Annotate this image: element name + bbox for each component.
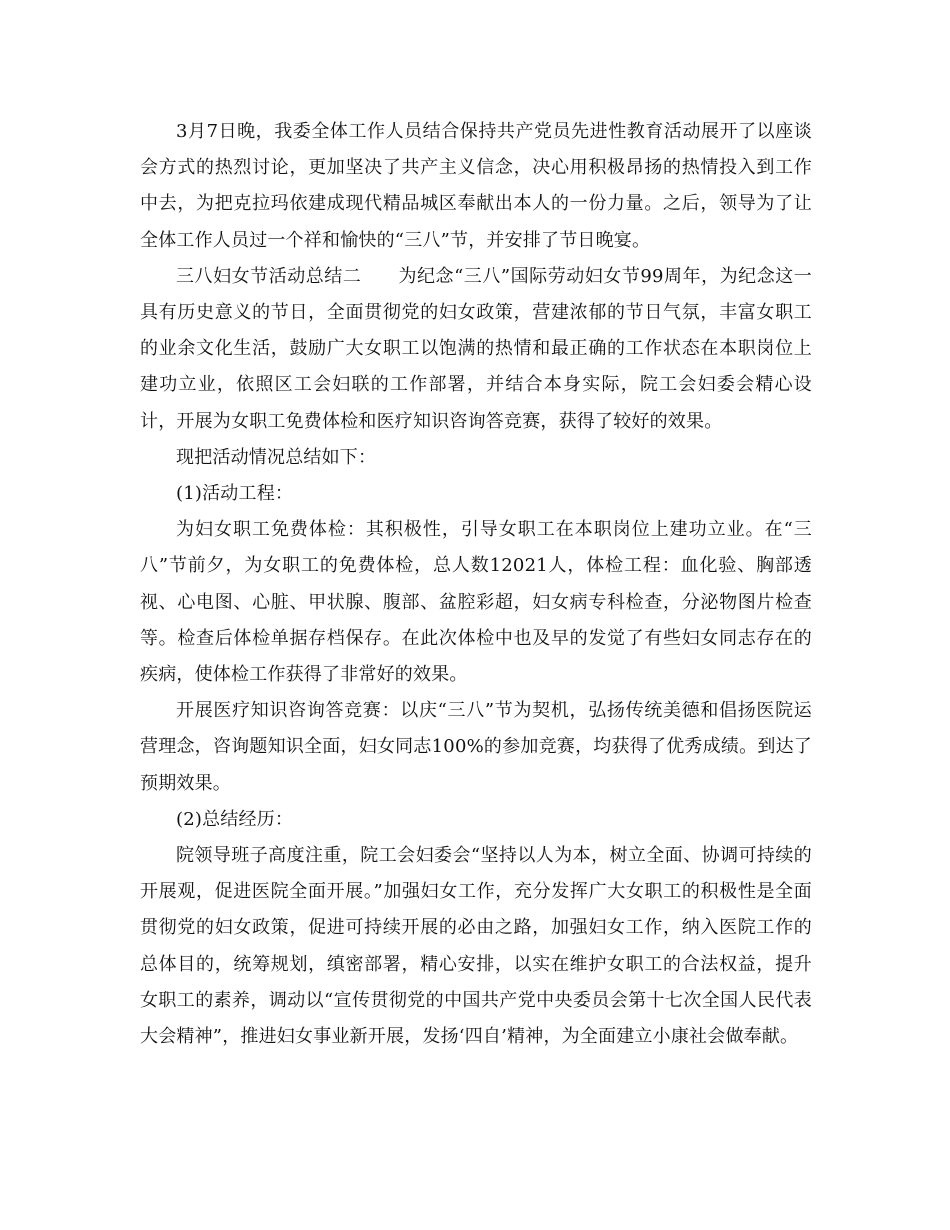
section-heading-experience: (2)总结经历： (176, 808, 294, 830)
paragraph-quiz: 开展医疗知识咨询答竞赛：以庆“三八”节为契机，弘扬传统美德和倡扬医院运营理念，咨询题知识全面，妇女同志100%的参加竞赛，均获得了优秀成绩。到达了预期效果。 (140, 700, 812, 794)
document-body (140, 114, 812, 1055)
paragraph-meeting: 3月7日晚，我委全体工作人员结合保持共产党员先进性教育活动展开了以座谈会方式的热烈讨论，更加坚决了共产主义信念，决心用积极昂扬的热情投入到工作中去，为把克拉玛依建成现代精品城区奉献出本人的一份力量。之后，领导为了让全体工作人员过一个祥和愉快的“三八”节，并安排了节日晚宴。 (140, 121, 812, 251)
paragraph-summary-two: 三八妇女节活动总结二 为纪念“三八”国际劳动妇女节99周年，为纪念这一具有历史意义的节日，全面贯彻党的妇女政策，营建浓郁的节日气氛，丰富女职工的业余文化生活，鼓励广大女职工以饱满的热情和最正确的工作状态在本职岗位上建功立业，依照区工会妇联的工作部署，并结合本身实际，院工会妇委会精心设计，开展为女职工免费体检和医疗知识咨询答竞赛，获得了较好的效果。 (140, 265, 812, 432)
paragraph-experience: 院领导班子高度注重，院工会妇委会“坚持以人为本，树立全面、协调可持续的开展观，促进医院全面开展。”加强妇女工作，充分发挥广大女职工的积极性是全面贯彻党的妇女政策，促进可持续开展的必由之路，加强妇女工作，纳入医院工作的总体目的，统筹规划，缜密部署，精心安排，以实在维护女职工的合法权益，提升女职工的素养，调动以“宣传贯彻党的中国共产党中央委员会第十七次全国人民代表大会精神”，推进妇女事业新开展，发扬‘四自’精神，为全面建立小康社会做奉献。 (140, 845, 812, 1048)
paragraph-intro: 现把活动情况总结如下： (176, 446, 377, 468)
paragraph-health-check: 为妇女职工免费体检：其积极性，引导女职工在本职岗位上建功立业。在“三八”节前夕，为女职工的免费体检，总人数12021人，体检工程：血化验、胸部透视、心电图、心脏、甲状腺、腹部、盆腔彩超，妇女病专科检查，分泌物图片检查等。检查后体检单据存档保存。在此次体检中也及早的发觉了有些妇女同志存在的疾病，使体检工作获得了非常好的效果。 (140, 519, 812, 686)
section-heading-activities: (1)活动工程： (176, 483, 294, 505)
